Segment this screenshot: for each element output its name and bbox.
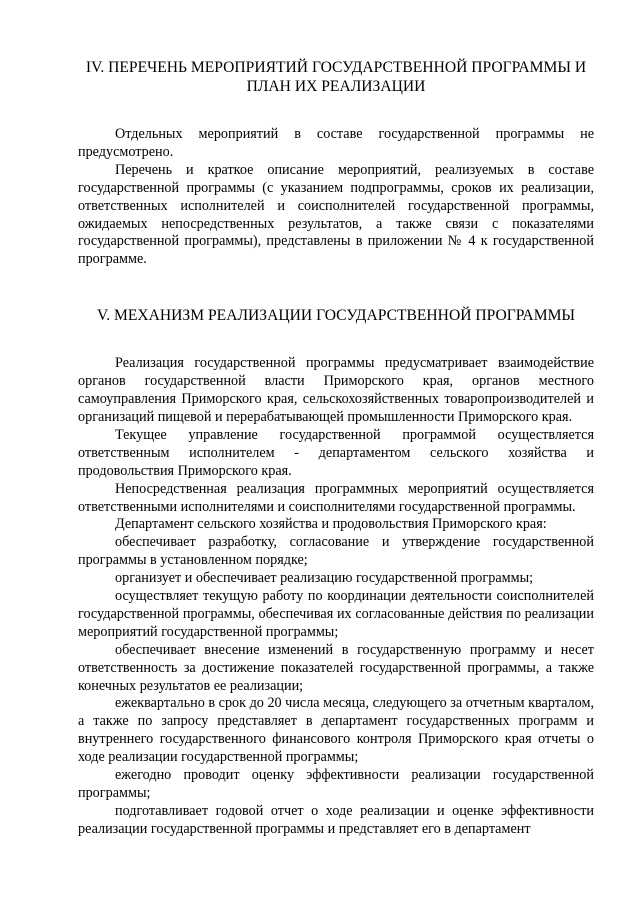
document-page — [78, 58, 594, 839]
section-iv-paragraph-2: Перечень и краткое описание мероприятий, реализуемых в составе государственной программы (с указанием подпрограммы, сроков их реализации, ответственных исполнителей и соисполнителей государственной программы, ожидаемых непосредственных результатов, а также связи с показателями государственной программы), представлены в приложении № 4 к государственной программе. — [78, 161, 594, 268]
section-v-paragraph-7: осуществляет текущую работу по координации деятельности соисполнителей государственной программы, обеспечивая их согласованные действия по реализации мероприятий государственной программы; — [78, 588, 594, 640]
section-v-paragraph-5: обеспечивает разработку, согласование и утверждение государственной программы в установленном порядке; — [78, 534, 594, 569]
section-v-paragraph-8: обеспечивает внесение изменений в государственную программу и несет ответственность за достижение показателей государственной программы, а также конечных результатов ее реализации; — [78, 641, 594, 694]
section-v-paragraph-10: ежегодно проводит оценку эффективности реализации государственной программы; — [78, 767, 594, 801]
section-v-paragraph-6: организует и обеспечивает реализацию государственной программы; — [115, 570, 534, 587]
section-v-paragraph-1: Реализация государственной программы предусматривает взаимодействие органов государственной власти Приморского края, органов местного самоуправления Приморского края, сельскохозяйственных товаропроизводителей и организаций пищевой и перерабатывающей промышленности Приморского края. — [78, 355, 594, 425]
section-v-heading: V. МЕХАНИЗМ РЕАЛИЗАЦИИ ГОСУДАРСТВЕННОЙ ПРОГРАММЫ — [96, 307, 576, 325]
section-v-paragraph-11: подготавливает годовой отчет о ходе реализации и оценке эффективности реализации государственной программы и представляет его в департамент — [78, 802, 594, 837]
section-v-paragraph-9: ежеквартально в срок до 20 числа месяца, следующего за отчетным кварталом, а также по запросу представляет в департамент государственных программ и внутреннего государственного финансового контроля Приморского края отчеты о ходе реализации государственной программы; — [78, 695, 594, 766]
section-iv-paragraph-1: Отдельных мероприятий в составе государственной программы не предусмотрено. — [78, 126, 594, 160]
section-v-paragraph-3: Непосредственная реализация программных мероприятий осуществляется ответственными исполнителями и соисполнителями государственной программы. — [78, 480, 594, 515]
section-iv-heading: IV. ПЕРЕЧЕНЬ МЕРОПРИЯТИЙ ГОСУДАРСТВЕННОЙ ПРОГРАММЫ И ПЛАН ИХ РЕАЛИЗАЦИИ — [85, 59, 587, 95]
section-v-paragraph-4: Департамент сельского хозяйства и продовольствия Приморского края: — [115, 516, 547, 533]
section-v-paragraph-2: Текущее управление государственной программой осуществляется ответственным исполнителем - департаментом сельского хозяйства и продовольствия Приморского края. — [78, 426, 594, 479]
